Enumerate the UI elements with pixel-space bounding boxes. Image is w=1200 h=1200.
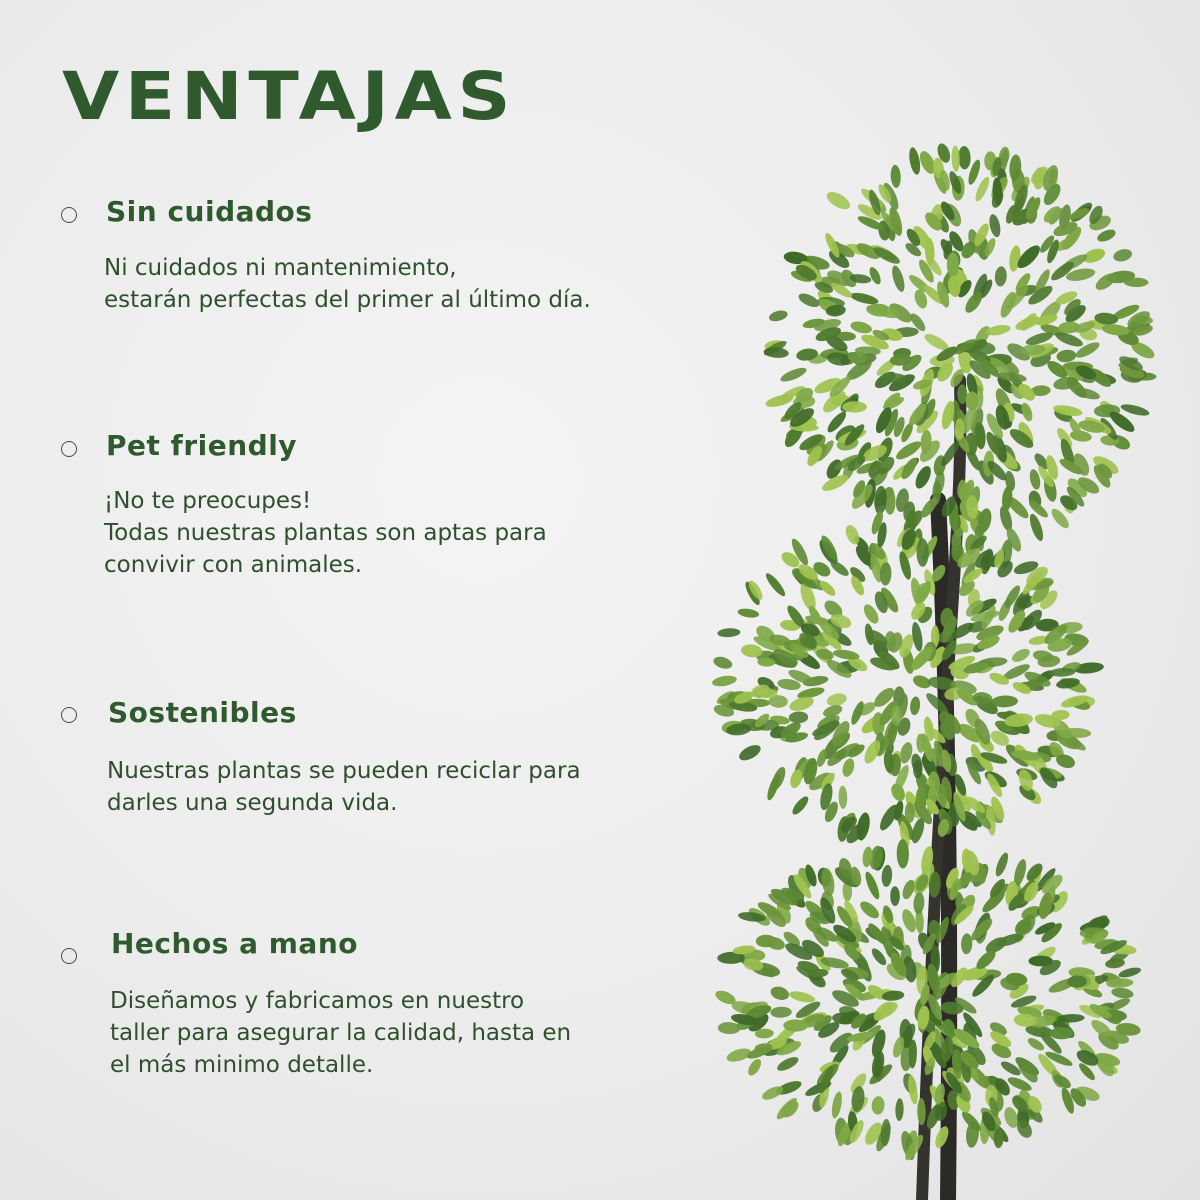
leaf — [790, 794, 811, 817]
leaf — [881, 865, 893, 888]
description-line: taller para asegurar la calidad, hasta en — [110, 1020, 572, 1046]
leaf — [881, 373, 907, 382]
feature-heading: Sostenibles — [108, 696, 297, 729]
description-line: Nuestras plantas se pueden reciclar para — [107, 758, 581, 784]
leaf — [712, 655, 734, 671]
ficus-tree-illustration — [690, 120, 1200, 1200]
leaf — [737, 607, 760, 619]
leaf — [770, 1006, 792, 1018]
leaf — [947, 252, 959, 277]
leaf — [1120, 402, 1151, 418]
feature-heading: Pet friendly — [106, 429, 298, 462]
leaf — [994, 266, 1007, 287]
leaf — [912, 464, 934, 491]
leaf — [775, 1054, 800, 1073]
description-line: Diseñamos y fabricamos en nuestro — [110, 988, 525, 1014]
leaf — [824, 189, 853, 213]
leaf — [1124, 277, 1149, 287]
description-line: el más minimo detalle. — [110, 1052, 374, 1078]
page-title: VENTAJAS — [62, 58, 517, 135]
leaf — [849, 319, 873, 335]
leaf — [779, 365, 808, 384]
leaf — [890, 264, 907, 293]
leaf — [867, 265, 883, 285]
leaf — [746, 1057, 764, 1078]
leaf — [993, 851, 1010, 878]
feature-heading: Sin cuidados — [106, 195, 313, 228]
leaf — [891, 706, 902, 725]
description-line: ¡No te preocupes! — [104, 488, 312, 514]
leaf — [1056, 349, 1077, 363]
leaf — [838, 786, 847, 809]
circle-bullet-icon — [61, 707, 77, 723]
leaf — [961, 933, 973, 954]
circle-bullet-icon — [61, 441, 77, 457]
description-line: Ni cuidados ni mantenimiento, — [104, 255, 457, 281]
leaf — [909, 696, 921, 716]
feature-description — [110, 985, 571, 1081]
leaf — [830, 1091, 844, 1119]
leaf — [1118, 966, 1142, 980]
leaf — [828, 558, 851, 578]
leaf — [890, 886, 900, 906]
leaf — [1112, 247, 1133, 263]
leaf — [788, 989, 816, 1004]
leaf — [1010, 646, 1032, 664]
feature-description — [104, 252, 591, 316]
feature-heading: Hechos a mano — [111, 927, 358, 960]
leaf — [718, 1022, 741, 1035]
leaf — [913, 892, 925, 915]
description-line: convivir con animales. — [104, 552, 363, 578]
description-line: estarán perfectas del primer al último día. — [104, 287, 591, 313]
circle-bullet-icon — [61, 207, 77, 223]
leaf — [1027, 512, 1046, 542]
leaf — [737, 742, 763, 764]
feature-description — [104, 485, 547, 581]
tree-foliage — [711, 142, 1157, 1163]
leaf — [907, 146, 922, 175]
leaf — [765, 772, 783, 801]
leaf — [717, 628, 741, 638]
leaf — [988, 213, 1003, 238]
leaf — [894, 438, 924, 463]
description-line: Todas nuestras plantas son aptas para — [104, 520, 547, 546]
leaf — [958, 146, 971, 170]
feature-description — [107, 755, 581, 819]
leaf — [951, 145, 960, 172]
leaf — [890, 165, 902, 189]
circle-bullet-icon — [61, 948, 77, 964]
leaf — [895, 1098, 904, 1121]
description-line: darles una segunda vida. — [107, 790, 398, 816]
leaf — [711, 674, 737, 688]
leaf — [916, 538, 928, 567]
leaf — [1111, 986, 1135, 999]
leaf — [863, 870, 882, 901]
leaf — [763, 571, 788, 599]
leaf — [768, 309, 789, 323]
leaf — [871, 1096, 885, 1115]
leaf — [769, 984, 791, 1002]
leaf — [842, 401, 867, 412]
leaf — [789, 711, 809, 724]
leaf — [841, 757, 857, 778]
leaf — [857, 898, 881, 921]
